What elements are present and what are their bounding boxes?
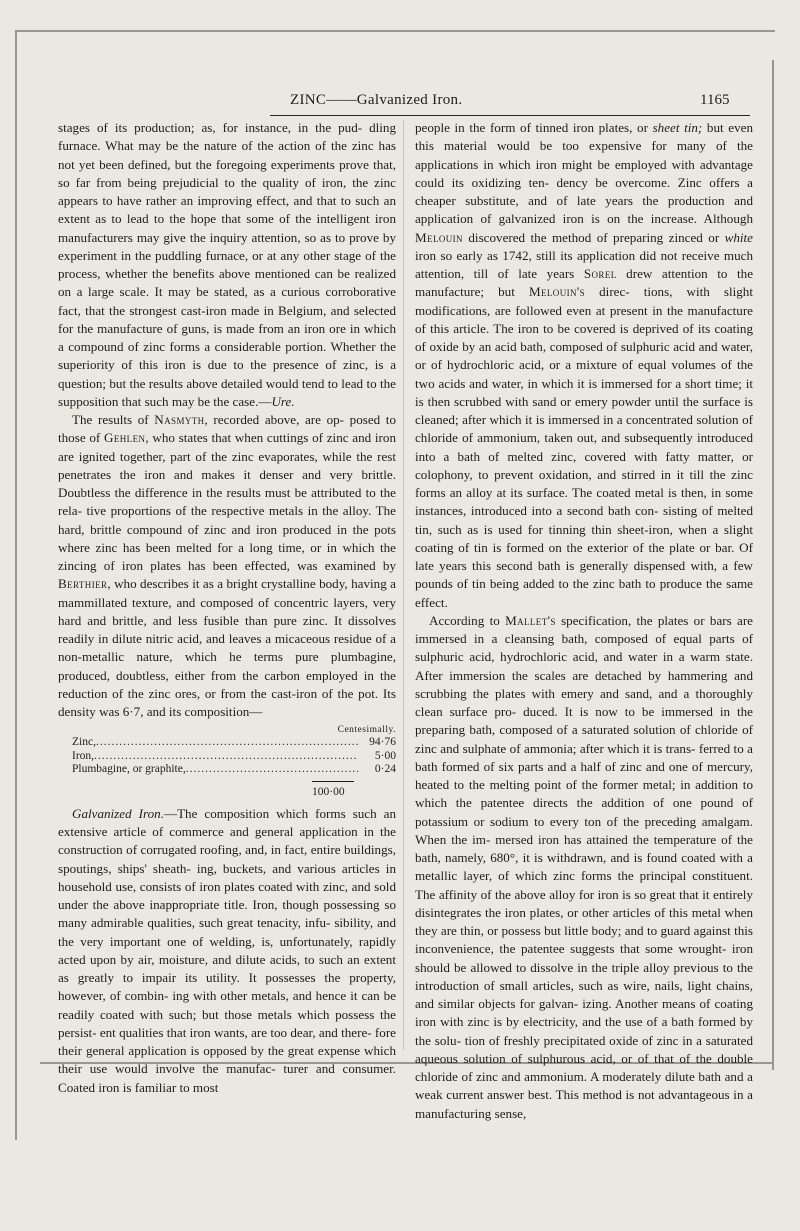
paragraph-nasmyth-results: The results of Nasmyth, recorded above, are op- posed to those of Gehlen, who states that when cuttings of zinc and iron are ignited together, part of the zinc evaporates, while the rest penetrates the iron and makes it denser and very brittle. Doubtless the difference in the results must be attributed to the rela- tive proportions of the respective metals in the alloy. The hard, brittle compound of zinc and iron produced in the pots where zinc has been melted for a long time, or in which the zincing of iron plates has been effected, was examined by Berthier, who describes it as a bright crystalline body, having a mammillated texture, and composed of concentric layers, very hard and brittle, and less fusible than pure zinc. It dissolves readily in dilute nitric acid, and leaves a micaceous residue of a non-metallic nature, which he terms pure plumbagine, produced, doubtless, either from the carbon employed in the reduction of the zinc ores, or from the cast-iron of the pot. Its density was 6·7, and its composition— (58, 412, 397, 719)
composition-row: Plumbagine, or graphite, ..... 0·24 (58, 763, 396, 777)
column-divider (403, 120, 404, 1050)
composition-heading: Centesimally. (337, 725, 396, 736)
paragraph-galvanized-iron: Galvanized Iron.—The composition which forms such an extensive article of commerce and general application in the construction of corrugated roofing, and, in fact, entire buildings, spoutings, ships' sheath- ing, buckets, and various articles in household use, consists of iron plates coated with zinc, and sold under the above inappropriate title. Iron, though possessing so many admirable qualities, such great tenacity, infu- sibility, and the very important one of welding, is, unfortunately, rapidly acted upon by air, moisture, and dilute acids, to such an extent as greatly to impair its utility. It possesses the property, however, of combin- ing with other metals, and hence it can be readily coated with such; but those metals which possess the persist- ent qualities that iron wants, are too dear, and there- fore their general application is opposed by the great expense which their use would involve the manufac- turer and consumer. Coated iron is familiar to most (58, 805, 397, 1095)
composition-row: Zinc, ..... 94·76 (58, 736, 396, 750)
running-title: ZINC——Galvanized Iron. (290, 92, 463, 108)
header-rule (270, 115, 750, 116)
page-border-right (772, 60, 774, 1070)
paragraph-melouin-method: people in the form of tinned iron plates, or sheet tin; but even this material would be too expensive for many of the applications in which iron might be employed with advantage could its oxidizing ten- dency be overcome. Zinc offers a cheaper substitute, and of late years the production and application of galvanized iron is on the increase. Although Melouin discovered the method of preparing zinced or white iron so early as 1742, still its application did not receive much attention, till of late years Sorel drew attention to the manufacture; but Melouin's direc- tions, with slight modifications, are followed even at present in the manufacture of this article. The iron to be covered is deprived of its coating of oxide by an acid bath, composed of sulphuric acid and water, or of hydrochloric acid, or a mixture of equal volumes of the two acids and water, in which it is immersed for a short time; it is then scrubbed with sand or emery powder until the surface is cleaned; after which it is immersed in a concentrated solution of chloride of ammonium, taken out, and subsequently introduced into a bath of melted zinc, covered with fatty matter, or colophony, to prevent oxidation, and stirred in it till the zinc forms an alloy at its surface. The coated metal is then, in some instances, introduced into a second bath con- sisting of melted tin, such as is used for tinning thin sheet-iron, when a slight coating of tin is formed on the exterior of the plate or bar. Of late years this second bath is generally dispensed with, a few pounds of tin being added to the zinc bath to produce the same effect. (415, 120, 754, 610)
page-number: 1165 (700, 92, 730, 108)
page-border-left (15, 30, 17, 1140)
left-column (58, 119, 396, 1097)
section-title-galvanized-iron: Galvanized Iron. (72, 805, 164, 821)
composition-row: Iron, ..... 5·00 (58, 750, 396, 764)
paragraph-zinc-effect: stages of its production; as, for instance, in the pud- dling furnace. What may be the nature of the action of the zinc has not yet been defined, but the foregoing experiments prove that, so far from being prejudicial to the quality of iron, the zinc appears to have rather an improving effect, and that to such an extent as to lead to the hope that some of the intelligent iron manufacturers may give the inquiry attention, so as to prove by experiment in the puddling furnace, or at any other stage of the process, whether the benefits above mentioned can be realized on a large scale. It may be stated, as a curious corroborative fact, that the strongest cast-iron made in Belgium, and selected for the manufacture of guns, is made from an iron ore in which a compound of zinc forms a considerable portion. Whether the superiority of this iron is due to the presence of zinc, is a question; but the results above detailed would tend to lead to the supposition that such may be the case.—Ure. (58, 120, 396, 409)
page-border-top (15, 30, 775, 32)
composition-table (58, 724, 396, 802)
running-header (268, 92, 748, 112)
right-column (415, 119, 753, 1123)
paragraph-mallet-specification: According to Mallet's specification, the plates or bars are immersed in a cleansing bath, composed of equal parts of sulphuric acid, hydrochloric acid, and water in a warm state. After immersion the scales are detached by hammering and scrubbing the plates with emery and sand, and a thoroughly clean surface pro- duced. It is now to be immersed in the preparing bath, composed of a saturated solution of chloride of zinc and sulphate of ammonia; after which it is trans- ferred to a bath formed of six parts and a half of zinc and one of mercury, heated to the melting point of the former metal; in addition to which the patentee directs the addition of one pound of potassium or sodium to every ton of the preceding amalgam. When the im- mersed iron has attained the temperature of the bath, namely, 680°, it is withdrawn, and is found coated with a metallic layer, of which zinc forms the principal constituent. The affinity of the above alloy for iron is so great that it entirely disintegrates the iron plates, or other articles of this metal when they are thin, or possess but little body; and to guard against this inconvenience, the patentee suggests that some wrought- iron should be allowed to dissolve in the triple alloy previous to the introduction of small articles, such as wire, nails, light chains, and similar objects for galvan- izing. Another means of coating iron with zinc is by electricity, and the use of a bath formed by the solu- tion of freshly precipitated oxide of zinc in a saturated aqueous solution of sulphurous acid, or of that of the double chloride of zinc and ammonium. A moderately dilute bath and a weak current answer best. This method is not advantageous in a manufacturing sense, (415, 612, 753, 1121)
composition-total: 100·00 (312, 785, 345, 798)
